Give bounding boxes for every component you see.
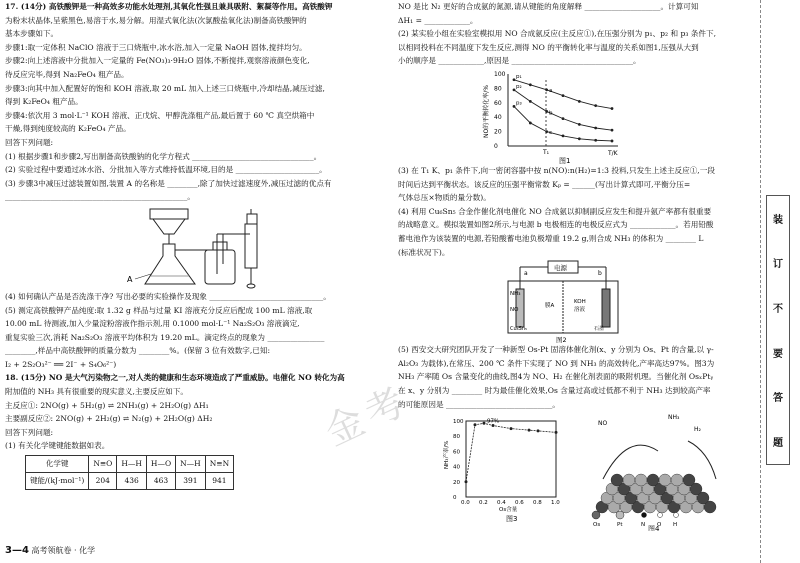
binding-char: 不 <box>773 304 783 316</box>
y-tick-label: 0 <box>494 142 498 150</box>
figure-2-electrolysis <box>398 259 750 343</box>
q17-questions <box>5 290 387 372</box>
watermark: 金考 <box>318 377 417 455</box>
figure-caption: 图1 <box>559 156 571 164</box>
table-header-cell: 化学键 <box>26 456 89 473</box>
y-tick-label: 40 <box>494 114 502 122</box>
binding-char: 要 <box>773 348 783 360</box>
figure-1 <box>398 68 750 164</box>
text-line: 的战略意义。模拟装置如图2所示,与电源 b 电极相连的电极反应式为 ____________。若用铅酸 <box>398 220 714 230</box>
catalyst-atom <box>659 474 671 486</box>
electrolyte-label: KOH <box>574 299 586 306</box>
catalyst-atom <box>671 474 683 486</box>
filtration-figure <box>5 204 387 290</box>
x-tick-label: 1.0 <box>551 500 560 507</box>
text-line: (5) 西安交大研究团队开发了一种新型 Os-Pt 固溶体催化剂(x、y 分别为 Os、Pt 的含量,以 γ- <box>398 345 714 355</box>
text-line: 小的顺序是 ____________,原因是 ________________________________。 <box>398 56 641 66</box>
gas-label: NO <box>510 307 519 314</box>
binding-line <box>760 0 761 563</box>
legend-label: Os <box>593 522 601 529</box>
binding-char: 装 <box>773 214 783 226</box>
catalyst-atom <box>683 474 695 486</box>
legend-swatch <box>616 511 624 519</box>
text-line: (4) 如何确认产品是否洗涤干净? 写出必要的实验操作及现象 ______________________________。 <box>5 291 331 301</box>
figure-3-4-panel <box>398 411 750 531</box>
x-tick-label: 0.2 <box>479 500 488 507</box>
q17-header: 17. (14分) 高铁酸钾是一种高效多功能水处理剂,其氧化性强且兼具吸附、絮凝等作用。高铁酸钾 <box>5 2 333 11</box>
table-cell: 463 <box>146 473 175 490</box>
text-line: 回答下列问题: <box>5 427 54 437</box>
text-line: 以相同投料在不同温度下发生反应,测得 NO 的平衡转化率与温度的关系如图1,压强从大到 <box>398 42 699 52</box>
q18-header: 18. (15分) NO 是大气污染物之一,对人类的健康和生态环境造成了严重威胁。电催化 NO 转化为高 <box>5 373 345 383</box>
x-tick-label: 0.6 <box>515 500 524 507</box>
page-number: 3—4 <box>5 545 29 556</box>
text-line: I₂ + 2S₂O₃²⁻ ══ 2I⁻ + S₄O₆²⁻) <box>5 359 117 369</box>
text-line: Al₂O₃ 为载体),在常压、200 ℃ 条件下实现了 NO 到 NH₃ 的高效转化,产率高达97%。图3为 <box>398 358 715 368</box>
catalyst-atom <box>647 474 659 486</box>
text-line: (3) 步骤3中减压过滤装置如图,装置 A 的名称是 ________,除了加快过滤速度外,减压过滤的优点有 <box>5 178 332 188</box>
q18-part1-2 <box>398 0 750 68</box>
bond-energy-table <box>25 455 234 490</box>
point-label: a <box>549 87 553 94</box>
text-line: ________________________________________________。 <box>5 192 195 202</box>
y-tick-label: 20 <box>453 479 460 486</box>
text-line: 得到 K₂FeO₄ 粗产品。 <box>5 97 83 107</box>
y-axis-label: NO的平衡转化率/% <box>483 85 490 138</box>
text-line: 的可能原因是 ____________________________。 <box>398 399 560 409</box>
x-tick-label: 0.8 <box>533 500 542 507</box>
figure-caption: 图4 <box>648 525 660 532</box>
text-line: (2) 某实验小组在实验室模拟用 NO 合成氨反应(主反应①),在压强分别为 p₁、p₂ 和 p₃ 条件下, <box>398 29 716 39</box>
text-line: (5) 测定高铁酸钾产品纯度:取 1.32 g 样品与过量 KI 溶液充分反应后配成 100 mL 溶液,取 <box>5 305 313 315</box>
y-tick-label: 0 <box>453 495 457 502</box>
footer-title: 高考领航卷 · 化学 <box>31 546 96 555</box>
point-label: c <box>549 129 553 136</box>
figure-1-chart <box>398 68 750 164</box>
text-line: (3) 在 T₁ K、p₁ 条件下,向一密闭容器中按 n(NO):n(H₂)=1:3 投料,只发生上述主反应①,一段 <box>398 165 715 175</box>
legend-label: N <box>641 522 646 529</box>
q18-part5 <box>398 343 750 411</box>
right-electrode <box>602 289 610 327</box>
text-line: 重复实验三次,消耗 Na₂S₂O₃ 溶液平均体积为 19.20 mL。滴定终点的现象为 _______________ <box>5 332 325 342</box>
species-label: NO <box>598 420 608 428</box>
text-line: 时间后达到平衡状态。该反应的压强平衡常数 Kₚ = ______(写出计算式即可,平衡分压= <box>398 179 691 189</box>
y-tick-label: 20 <box>494 128 502 136</box>
text-line: 主要副反应②: 2NO(g) + 2H₂(g) ⇌ N₂(g) + 2H₂O(g) ΔH₂ <box>5 414 213 424</box>
text-line: 蓄电池作为该装置的电源,若铅酸蓄电池负极增重 19.2 g,则合成 NH₃ 的体积为 ________ L <box>398 233 704 243</box>
q17-body <box>5 14 387 204</box>
y-tick-label: 80 <box>453 434 460 441</box>
q18-part3-4 <box>398 164 750 259</box>
species-label: H₂ <box>694 426 701 434</box>
figure-2 <box>398 259 750 343</box>
y-tick-label: 60 <box>494 99 502 107</box>
catalyst-atom <box>623 474 635 486</box>
legend-label: H <box>673 522 678 529</box>
text-line: (1) 根据步骤1和步骤2,写出制备高铁酸钠的化学方程式 ________________________________。 <box>5 151 322 161</box>
power-label: 电源 <box>554 264 567 273</box>
plot-frame <box>466 421 556 497</box>
electrode-b-label: b <box>598 270 602 278</box>
page-footer <box>5 545 95 556</box>
text-line: (2) 实验过程中要通过冰水浴、分批加入等方式维持低温环境,目的是 ______________________。 <box>5 165 327 175</box>
y-tick-label: 80 <box>494 85 502 93</box>
text-line: 附加值的 NH₃ 具有很重要的现实意义,主要反应如下。 <box>5 387 189 397</box>
table-header-cell: H—O <box>146 456 175 473</box>
text-line: (1) 有关化学键键能数据如表。 <box>5 441 110 451</box>
catalyst-label: Cu₆Sn₅ <box>510 326 528 333</box>
legend-swatch <box>674 513 679 518</box>
text-line: NO 是比 N₂ 更好的合成氨的氮源,请从键能的角度解释 ____________________。计算可知 <box>398 2 699 11</box>
text-line: 步骤4:依次用 3 mol·L⁻¹ KOH 溶液、正戊烷、甲醇洗涤粗产品,最后置于 60 ℃ 真空烘箱中 <box>5 110 315 120</box>
table-header-cell: N≡O <box>89 456 117 473</box>
table-header-cell: N—H <box>176 456 206 473</box>
text-line: 基本步骤如下。 <box>5 29 59 39</box>
binding-char: 订 <box>773 259 783 271</box>
table-header-cell: N≡N <box>205 456 233 473</box>
y-tick-label: 40 <box>453 464 460 471</box>
text-line: 在 x、y 分别为 ________ 时为最佳催化效果,Os 含量过高或过低都不利于 NH₃ 达到较高产率 <box>398 385 711 395</box>
text-line: ________,样品中高铁酸钾的质量分数为 ________%。(保留 3 位有效数字,已知: <box>5 346 271 356</box>
table-cell: 204 <box>89 473 117 490</box>
catalyst-atom <box>635 474 647 486</box>
adsorption-arrow <box>603 445 658 479</box>
legend-swatch <box>592 511 600 519</box>
label-a: A <box>127 274 133 284</box>
binding-notice <box>766 195 790 465</box>
text-line: 10.00 mL 待测液,加入少量淀粉溶液作指示剂,用 0.1000 mol·L⁻¹ Na₂S₂O₃ 溶液滴定, <box>5 319 300 329</box>
catalyst-atom <box>611 474 623 486</box>
electrode-a-label: a <box>524 270 528 278</box>
text-line: (4) 利用 Cu₆Sn₅ 合金作催化剂电催化 NO 合成氨以抑制副反应发生和提升氨产率都有很重要 <box>398 206 712 216</box>
series-label: p₂ <box>516 83 522 90</box>
series-line-2 <box>514 106 612 141</box>
table-cell: 391 <box>176 473 206 490</box>
right-column <box>398 0 750 531</box>
point-label: b <box>549 110 553 117</box>
x-tick-label: 0.4 <box>497 500 506 507</box>
text-line: 气体总压×物质的量分数)。 <box>398 193 491 203</box>
y-tick-label: 100 <box>494 70 506 78</box>
peak-label: 97% <box>487 418 500 425</box>
t1-label: T₁ <box>543 148 550 156</box>
y-axis-label: NH₃产率/% <box>444 440 450 470</box>
figure-caption: 图3 <box>506 515 518 524</box>
electrolyte-label: 溶液 <box>574 307 586 314</box>
table-row-label: 键能/(kJ·mol⁻¹) <box>26 473 89 490</box>
x-axis-label: T/K <box>608 149 618 157</box>
figure-caption: 图2 <box>556 336 567 344</box>
x-axis-label: Os含量 <box>499 507 518 514</box>
filtration-apparatus-figure <box>5 204 387 290</box>
gas-label: NH₃ <box>510 291 521 298</box>
text-line: 步骤2:向上述溶液中分批加入一定量的 Fe(NO₃)₃·9H₂O 固体,不断搅拌,观察溶液颜色变化, <box>5 56 310 66</box>
legend-label: O <box>657 522 662 529</box>
y-tick-label: 60 <box>453 449 460 456</box>
species-label: NH₃ <box>668 414 680 422</box>
binding-char: 题 <box>773 438 783 450</box>
table-header-cell: H—H <box>117 456 147 473</box>
table-cell: 941 <box>205 473 233 490</box>
figures-3-4 <box>398 411 750 531</box>
legend-swatch <box>658 513 663 518</box>
series-line <box>466 423 556 482</box>
legend-label: Pt <box>617 522 623 529</box>
text-line: 步骤3:向其中加入配置好的饱和 KOH 溶液,取 20 mL 加入上述三口烧瓶中,冷却结晶,减压过滤, <box>5 83 325 93</box>
text-line: ΔH₁ = ____________。 <box>398 15 478 25</box>
text-line: 回答下列问题: <box>5 137 54 147</box>
graphite-label: 石墨 <box>594 326 605 333</box>
series-label: p₃ <box>516 100 522 107</box>
text-line: 待反应完毕,得到 Na₂FeO₄ 粗产品。 <box>5 69 129 79</box>
x-tick-label: 0.0 <box>461 500 470 507</box>
text-line: NH₃ 产率随 Os 含量变化的曲线,图4为 NO、H₂ 在催化剂表面的吸附机理。当催化剂 OsₓPtᵧ <box>398 372 714 382</box>
legend-swatch <box>642 513 647 518</box>
series-label: p₁ <box>516 73 522 80</box>
text-line: 为粉末状晶体,呈紫黑色,易溶于水,易分解。用湿式氧化法(次氯酸盐氧化法)制备高铁酸钾的 <box>5 15 307 25</box>
membrane-label: 膜A <box>545 303 555 310</box>
adsorption-arrow <box>688 441 716 479</box>
text-line: 干燥,得到纯度较高的 K₂FeO₄ 产品。 <box>5 124 131 134</box>
y-tick-label: 100 <box>453 419 464 426</box>
series-line-0 <box>514 80 612 109</box>
text-line: (标准状况下)。 <box>398 247 450 257</box>
text-line: 主反应①: 2NO(g) + 5H₂(g) ⇌ 2NH₃(g) + 2H₂O(g) ΔH₁ <box>5 400 209 410</box>
text-line: 步骤1:取一定体积 NaClO 溶液于三口烧瓶中,冰水浴,加入一定量 NaOH 固体,搅拌均匀。 <box>5 42 307 52</box>
binding-char: 答 <box>773 393 783 405</box>
table-cell: 436 <box>117 473 147 490</box>
